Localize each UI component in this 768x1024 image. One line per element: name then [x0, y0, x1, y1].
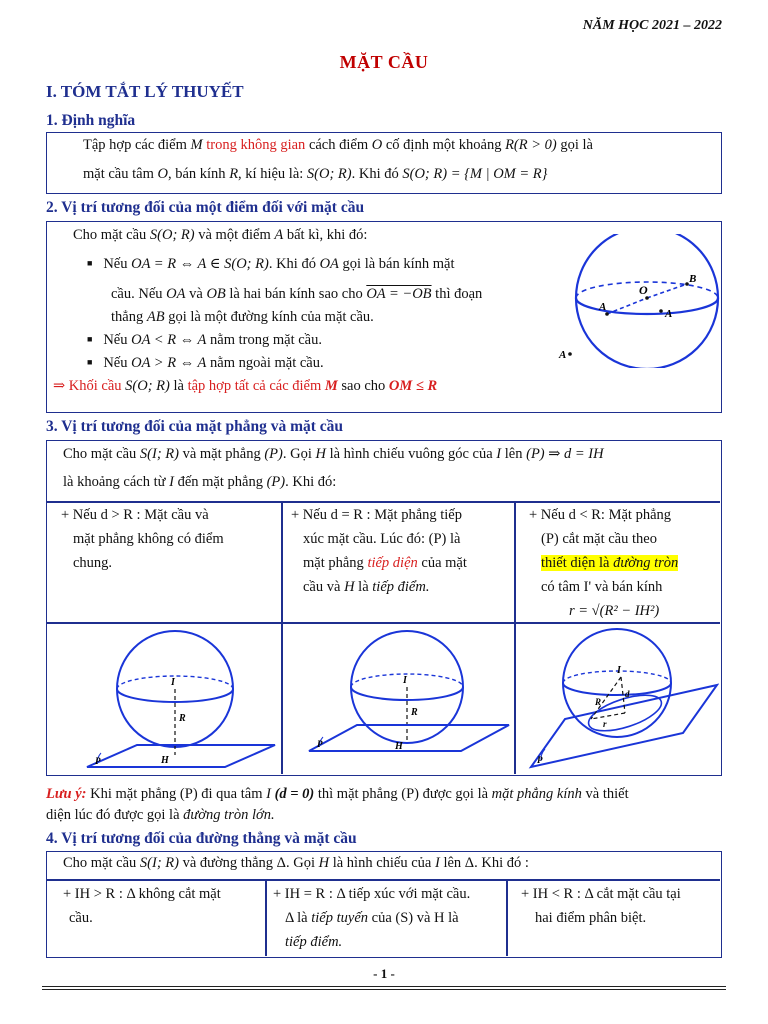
section-heading: I. TÓM TẮT LÝ THUYẾT — [46, 82, 244, 101]
definition-line-1: Tập hợp các điểm M trong không gian cách điểm O cố định một khoảng R(R > 0) gọi là — [83, 137, 593, 153]
bullet-inside: ■ Nếu OA < R ⇔ A nằm trong mặt cầu. — [87, 332, 322, 348]
label-R: R — [179, 713, 186, 724]
label-A-outside: A — [559, 349, 567, 361]
point-position-box — [46, 221, 722, 413]
case-tangent: + Nếu d = R : Mặt phẳng tiếp xúc mặt cầu. Lúc đó: (P) là mặt phẳng tiếp diện của mặt cầu và H là tiếp điểm. — [291, 507, 467, 595]
label-B: B — [689, 273, 697, 285]
label-A-inside: A — [665, 308, 673, 320]
label-P: P — [317, 739, 323, 749]
figure-plane-intersect — [521, 627, 719, 772]
school-year: NĂM HỌC 2021 – 2022 — [582, 18, 722, 33]
label-R: R — [595, 697, 602, 707]
bullet-equal-line-2: cầu. Nếu OA và OB là hai bán kính sao cho OA = −OB thì đoạn — [111, 286, 483, 302]
bullet-equal: ■ Nếu OA = R ⇔ A ∈ S(O; R). Khi đó OA gọi là bán kính mặt — [87, 256, 455, 272]
page-number: - 1 - — [373, 966, 395, 981]
line-position-heading: 4. Vị trí tương đối của đường thẳng và mặt cầu — [46, 830, 357, 847]
plane-intro-2: là khoảng cách từ I đến mặt phẳng (P). Khi đó: — [63, 474, 337, 490]
case-outside: + Nếu d > R : Mặt cầu và mặt phẳng không có điểm chung. — [61, 507, 224, 571]
note-line-2: diện lúc đó được gọi là đường tròn lớn. — [46, 807, 275, 823]
line-position-box — [46, 851, 722, 958]
point-intro: Cho mặt cầu S(O; R) và một điểm A bất kì, khi đó: — [73, 227, 368, 243]
plane-intro-1: Cho mặt cầu S(I; R) và mặt phẳng (P). Gọi H là hình chiếu vuông góc của I lên (P) ⇒ d = IH — [63, 446, 604, 462]
case-intersect: + Nếu d < R: Mặt phẳng (P) cắt mặt cầu theo thiết diện là đường tròn có tâm I' và bán kính r = √(R² − IH²) — [529, 507, 679, 619]
label-H: H — [395, 741, 403, 752]
label-I: I — [617, 665, 621, 676]
definition-heading: 1. Định nghĩa — [46, 112, 136, 129]
sphere-figure — [553, 234, 723, 368]
label-P: P — [95, 756, 101, 766]
figure-plane-outside — [57, 627, 279, 772]
label-A-surface: A — [599, 301, 607, 313]
line-case-outside: + IH > R : Δ không cắt mặt cầu. — [63, 886, 221, 926]
label-R: R — [411, 707, 418, 718]
page-title: MẶT CẦU — [339, 52, 429, 72]
footer-divider-2 — [42, 989, 726, 990]
line-case-tangent: + IH = R : Δ tiếp xúc với mặt cầu. Δ là tiếp tuyến của (S) và H là tiếp điểm. — [273, 886, 471, 950]
plane-position-box — [46, 440, 722, 776]
label-O: O — [639, 283, 648, 297]
label-H: H — [161, 755, 169, 766]
plane-position-heading: 3. Vị trí tương đối của mặt phẳng và mặt cầu — [46, 418, 344, 435]
bullet-outside: ■ Nếu OA > R ⇔ A nằm ngoài mặt cầu. — [87, 355, 324, 371]
point-position-heading: 2. Vị trí tương đối của một điểm đối với mặt cầu — [46, 199, 365, 216]
definition-line-2: mặt cầu tâm O, bán kính R, kí hiệu là: S(O; R). Khi đó S(O; R) = {M | OM = R} — [83, 166, 548, 182]
note-line-1: Lưu ý: Khi mặt phẳng (P) đi qua tâm I (d = 0) thì mặt phẳng (P) được gọi là mặt phẳng kính và thiết — [46, 786, 629, 802]
line-case-secant: + IH < R : Δ cắt mặt cầu tại hai điểm phân biệt. — [521, 886, 681, 926]
solid-ball-conclusion: ⇒ Khối cầu S(O; R) là tập hợp tất cả các điểm M sao cho OM ≤ R — [53, 378, 438, 394]
line-intro: Cho mặt cầu S(I; R) và đường thẳng Δ. Gọi H là hình chiếu của I lên Δ. Khi đó : — [63, 855, 529, 871]
label-I: I — [403, 675, 407, 686]
definition-box — [46, 132, 722, 194]
label-r: r — [603, 719, 607, 729]
label-I: I — [171, 677, 175, 688]
bullet-equal-line-3: thẳng AB gọi là một đường kính của mặt cầu. — [111, 309, 374, 325]
footer-divider — [42, 986, 726, 987]
label-P: P — [537, 755, 543, 765]
figure-plane-tangent — [287, 627, 511, 772]
label-d: d — [625, 689, 630, 699]
